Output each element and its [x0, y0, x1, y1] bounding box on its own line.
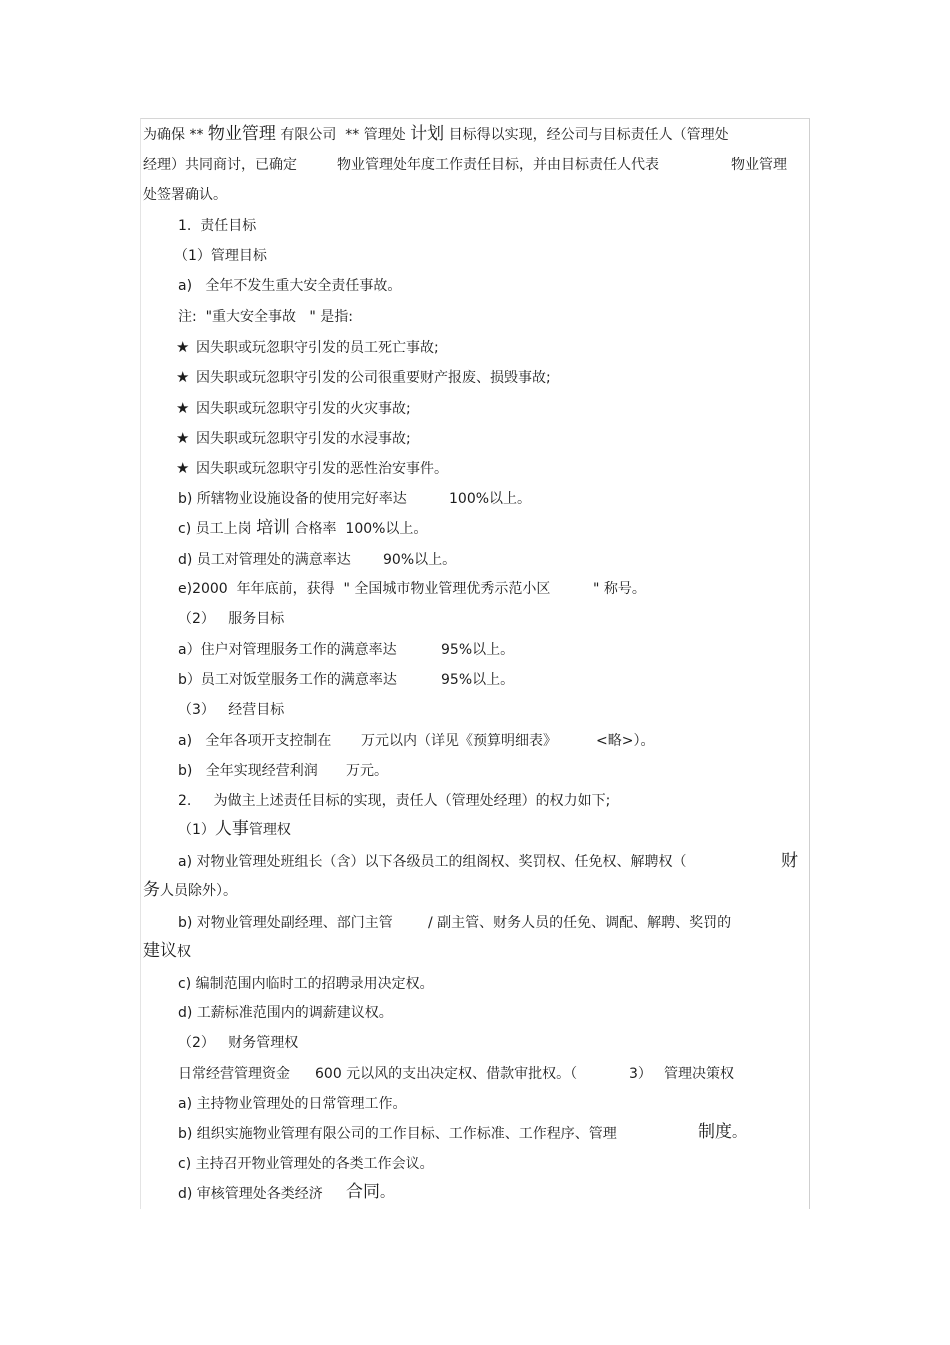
text: 培训 [256, 518, 291, 538]
text: 目标得以实现，经公司与目标责任人（管理处 [444, 127, 729, 143]
intro-line-2a: 经理）共同商讨，已确定 [143, 157, 297, 173]
star-icon: ★ [176, 368, 190, 386]
section-2-title: 2. 为做主上述责任目标的实现，责任人（管理处经理）的权力如下; [178, 793, 611, 809]
section-1-title: 1. 责任目标 [178, 218, 257, 234]
text: 物业管理 [207, 124, 276, 144]
intro-line-3: 处签署确认。 [143, 187, 227, 203]
star-item [176, 398, 411, 419]
personnel-a-line-1: a) 对物业管理处班组长（含）以下各级员工的组阁权、奖罚权、任免权、解聘权（ [178, 854, 687, 870]
business-a-end: <略>）。 [596, 733, 655, 749]
business-b-text: b) 全年实现经营利润 [178, 763, 318, 779]
personnel-b-line-1a: b) 对物业管理处副经理、部门主管 [178, 915, 393, 931]
management-goal-title: （1）管理目标 [174, 248, 267, 264]
intro-line-2c: 物业管理 [731, 157, 787, 173]
finance-line-b: 600 元以风的支出决定权、借款审批权。（ [315, 1066, 578, 1082]
item-c [178, 518, 427, 539]
text: 为确保 ** [143, 127, 208, 143]
personnel-a-line-1-end: 财 [781, 851, 798, 871]
item-b-value: 100%以上。 [449, 491, 532, 507]
star-item [176, 428, 411, 449]
text: c) 员工上岗 [178, 521, 257, 537]
text: 因失职或玩忽职守引发的水浸事故; [196, 431, 411, 447]
star-item [176, 367, 551, 388]
decision-d-text: d) 审核管理处各类经济 [178, 1186, 323, 1202]
decision-b-text: b) 组织实施物业管理有限公司的工作目标、工作标准、工作程序、管理 [178, 1126, 617, 1142]
business-goal-title: （3） 经营目标 [178, 702, 285, 718]
personnel-d: d) 工薪标准范围内的调薪建议权。 [178, 1005, 393, 1021]
decision-d-end [346, 1182, 394, 1203]
item-e-suffix: " 称号。 [593, 581, 646, 597]
text: 有限公司 ** 管理处 [275, 127, 411, 143]
decision-b-end [698, 1122, 746, 1143]
service-goal-title: （2） 服务目标 [178, 611, 285, 627]
service-b-text: b）员工对饭堂服务工作的满意率达 [178, 672, 397, 688]
business-a-text: a) 全年各项开支控制在 [178, 733, 332, 749]
personnel-b-line-2 [143, 941, 191, 962]
text: 。 [732, 1125, 746, 1141]
text: 。 [380, 1185, 394, 1201]
intro-line-2b: 物业管理处年度工作责任目标，并由目标责任人代表 [337, 157, 659, 173]
text: 因失职或玩忽职守引发的员工死亡事故; [196, 340, 439, 356]
service-a-text: a）住户对管理服务工作的满意率达 [178, 642, 397, 658]
personnel-a-line-2 [143, 880, 237, 901]
text: （1） [178, 822, 215, 838]
service-a-value: 95%以上。 [441, 642, 515, 658]
star-item [176, 337, 439, 358]
item-d-value: 90%以上。 [383, 552, 457, 568]
star-icon: ★ [176, 459, 190, 477]
personnel-title [178, 819, 291, 840]
finance-title: （2） 财务管理权 [178, 1035, 299, 1051]
text: 权 [177, 944, 191, 960]
personnel-c: c) 编制范围内临时工的招聘录用决定权。 [178, 976, 434, 992]
text: 因失职或玩忽职守引发的公司很重要财产报废、损毁事故; [196, 370, 551, 386]
text: 务 [143, 880, 160, 900]
item-e-text: e)2000 年年底前，获得 " 全国城市物业管理优秀示范小区 [178, 581, 551, 597]
text: 合格率 100%以上。 [290, 521, 428, 537]
text: 建议 [143, 941, 177, 961]
service-b-value: 95%以上。 [441, 672, 515, 688]
text: 管理权 [248, 822, 291, 838]
star-icon: ★ [176, 338, 190, 356]
decision-title: 管理决策权 [664, 1066, 734, 1082]
intro-line-1 [143, 124, 729, 145]
text: 合同 [346, 1182, 380, 1202]
text: 制度 [698, 1122, 732, 1142]
business-a-mid: 万元以内（详见《预算明细表》 [361, 733, 557, 749]
text: 计划 [410, 124, 445, 144]
item-d-text: d) 员工对管理处的满意率达 [178, 552, 351, 568]
finance-line-c: 3） [629, 1066, 652, 1082]
star-icon: ★ [176, 429, 190, 447]
decision-a: a) 主持物业管理处的日常管理工作。 [178, 1096, 407, 1112]
star-icon: ★ [176, 399, 190, 417]
decision-c: c) 主持召开物业管理处的各类工作会议。 [178, 1156, 434, 1172]
text: 人事 [214, 819, 249, 839]
business-b-value: 万元。 [346, 763, 388, 779]
note-line: 注: "重大安全事故 " 是指: [178, 309, 354, 325]
finance-line-a: 日常经营管理资金 [178, 1066, 290, 1082]
text: 因失职或玩忽职守引发的火灾事故; [196, 401, 411, 417]
text: 因失职或玩忽职守引发的恶性治安事件。 [196, 461, 448, 477]
text: 人员除外）。 [160, 883, 237, 899]
star-item [176, 458, 448, 479]
personnel-b-line-1b: / 副主管、财务人员的任免、调配、解聘、奖罚的 [428, 915, 732, 931]
item-a: a) 全年不发生重大安全责任事故。 [178, 278, 402, 294]
item-b-text: b) 所辖物业设施设备的使用完好率达 [178, 491, 407, 507]
